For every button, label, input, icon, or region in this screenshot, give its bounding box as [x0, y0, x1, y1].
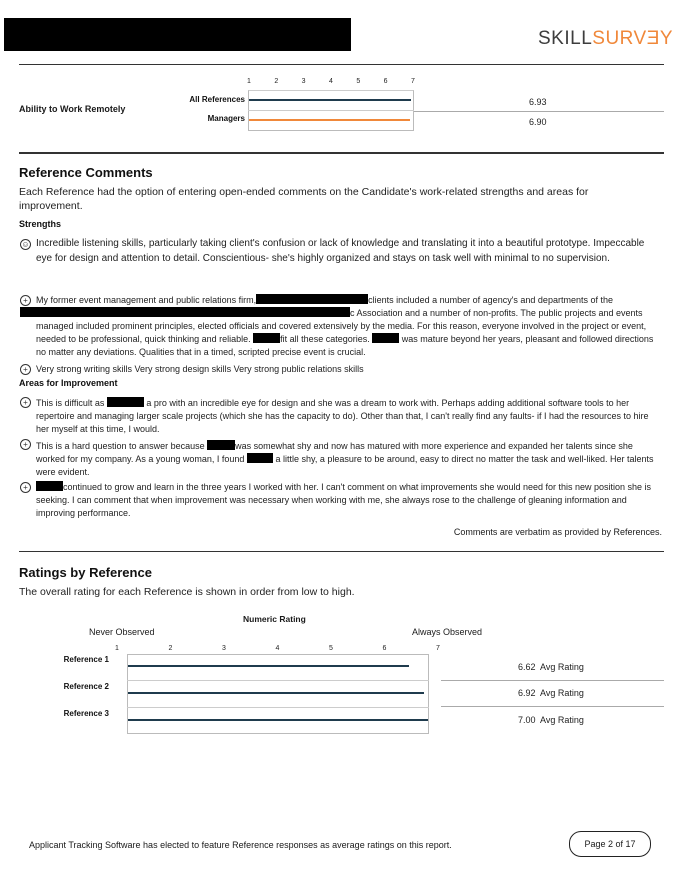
redacted-name	[20, 307, 350, 317]
redacted-name	[207, 440, 235, 450]
redacted-name	[247, 453, 273, 463]
tick-label: 3	[222, 645, 226, 652]
comment-bullet-icon: +	[20, 295, 31, 306]
remote-value-all: 6.93	[529, 97, 547, 107]
redacted-name	[36, 481, 63, 491]
tick-label: 4	[329, 78, 333, 85]
section-divider-1	[19, 152, 664, 154]
tick-label: 5	[329, 645, 333, 652]
improvement-comment-3: continued to grow and learn in the three years I worked with her. I can't comment on what improvements she would need for this new position she is seeking. I can comment that when improvement was necessary when working with me, she always rose to the challenge of gleaning information and improving performance.	[36, 482, 652, 518]
never-observed-label: Never Observed	[89, 627, 155, 637]
tick-label: 6	[383, 78, 388, 85]
tick-label: 6	[382, 645, 387, 652]
comments-title: Reference Comments	[19, 165, 153, 180]
reference-1-bar	[128, 665, 409, 667]
redacted-name	[256, 294, 368, 304]
remote-row-managers-label: Managers	[207, 114, 245, 123]
verbatim-note: Comments are verbatim as provided by References.	[453, 527, 662, 537]
tick-label: 7	[436, 645, 440, 652]
remote-value-managers: 6.90	[529, 117, 547, 127]
tick-label: 7	[411, 78, 415, 85]
redacted-name	[372, 333, 399, 343]
ratings-plot-row-divider	[127, 707, 429, 708]
improvement-comment-2: This is a hard question to answer because was somewhat shy and now has matured with more experience and expanded her talents since she worked for my company. As a young woman, I found a little shy, a pleasure to be around, easy to direct no matter the task and well-liked. Her talents were evident.	[36, 441, 654, 477]
page-indicator: Page 2 of 17	[569, 831, 651, 857]
remote-row-all-label: All References	[189, 95, 245, 104]
tick-label: 1	[115, 645, 119, 652]
reference-1-rating: 6.62 Avg Rating	[518, 662, 584, 672]
ratings-plot-row-divider	[127, 680, 429, 681]
reference-3-label: Reference 3	[63, 709, 109, 718]
reference-3-bar	[128, 719, 428, 721]
tick-label: 4	[275, 645, 280, 652]
comment-bullet-icon: +	[20, 482, 31, 493]
comments-intro: Each Reference had the option of entering open-ended comments on the Candidate's work-related strengths and areas for improvement.	[19, 186, 589, 212]
strength-comment-1: Incredible listening skills, particularly taking client's confusion or lack of knowledge and translating it into a beautiful prototype. Impeccable eye for design and attention to detail. Conscientious- she's highly organized and stays on task well with minimal to no supervision.	[36, 238, 645, 264]
numeric-rating-title: Numeric Rating	[243, 614, 306, 624]
tick-label: 2	[274, 78, 279, 85]
reference-2-bar	[128, 692, 424, 694]
redacted-name	[107, 397, 144, 407]
tick-label: 5	[356, 78, 361, 85]
tick-label: 3	[301, 78, 306, 85]
comment-bullet-icon: +	[20, 364, 31, 375]
redacted-name	[253, 333, 280, 343]
ratings-intro: The overall rating for each Reference is shown in order from low to high.	[19, 586, 355, 598]
reference-3-rating: 7.00 Avg Rating	[518, 715, 584, 725]
rating-divider	[441, 680, 664, 681]
remote-plot-divider	[248, 110, 414, 111]
header-divider	[19, 64, 664, 65]
remote-bar-all-references	[249, 99, 411, 101]
always-observed-label: Always Observed	[412, 627, 483, 637]
strengths-label: Strengths	[19, 219, 62, 229]
improvement-comment-1: This is difficult as a pro with an incredible eye for design and she was a dream to work with. Perhaps adding additional software tools to her repertoire and managing larger scale projects (which she has the capacity to do). Other than that, I can't really find any faults- if I had the resources to hire her myself at this time, I would.	[36, 398, 649, 434]
remote-value-divider	[414, 111, 664, 112]
improvement-label: Areas for Improvement	[19, 378, 118, 388]
footer-note: Applicant Tracking Software has elected to feature Reference responses as average ratings on this report.	[29, 840, 452, 850]
rating-divider	[441, 706, 664, 707]
comment-bullet-icon: +	[20, 439, 31, 450]
strength-comment-2: My former event management and public relations firm, clients included a number of agency's and departments of the c Association and a number of non-profits. The public projects and events managed included prominent principles, elected officials and covered extensively by the media. For this reason, everyone involved in the project or event, needed to be professional, quick thinking and reliable. fit all these categories. was mature beyond her years, pleasant and followed directions no matter any deviations. Qualities that in a timed, scripted precise event is crucial.	[36, 294, 661, 359]
section-divider-2	[19, 551, 664, 552]
skillsurvey-logo: SKILLSURVƎY	[538, 28, 674, 49]
tick-label: 2	[168, 645, 173, 652]
tick-label: 1	[247, 78, 251, 85]
redacted-candidate-name	[4, 18, 351, 51]
reference-2-rating: 6.92 Avg Rating	[518, 688, 584, 698]
comment-bullet-icon: +	[20, 397, 31, 408]
reference-2-label: Reference 2	[63, 682, 109, 691]
strength-comment-3: Very strong writing skills Very strong design skills Very strong public relations skills	[36, 364, 364, 374]
remote-bar-managers	[249, 119, 410, 121]
comment-bullet-icon: ☺	[21, 240, 30, 249]
ratings-title: Ratings by Reference	[19, 565, 152, 580]
remote-label: Ability to Work Remotely	[19, 104, 126, 114]
reference-1-label: Reference 1	[63, 655, 109, 664]
